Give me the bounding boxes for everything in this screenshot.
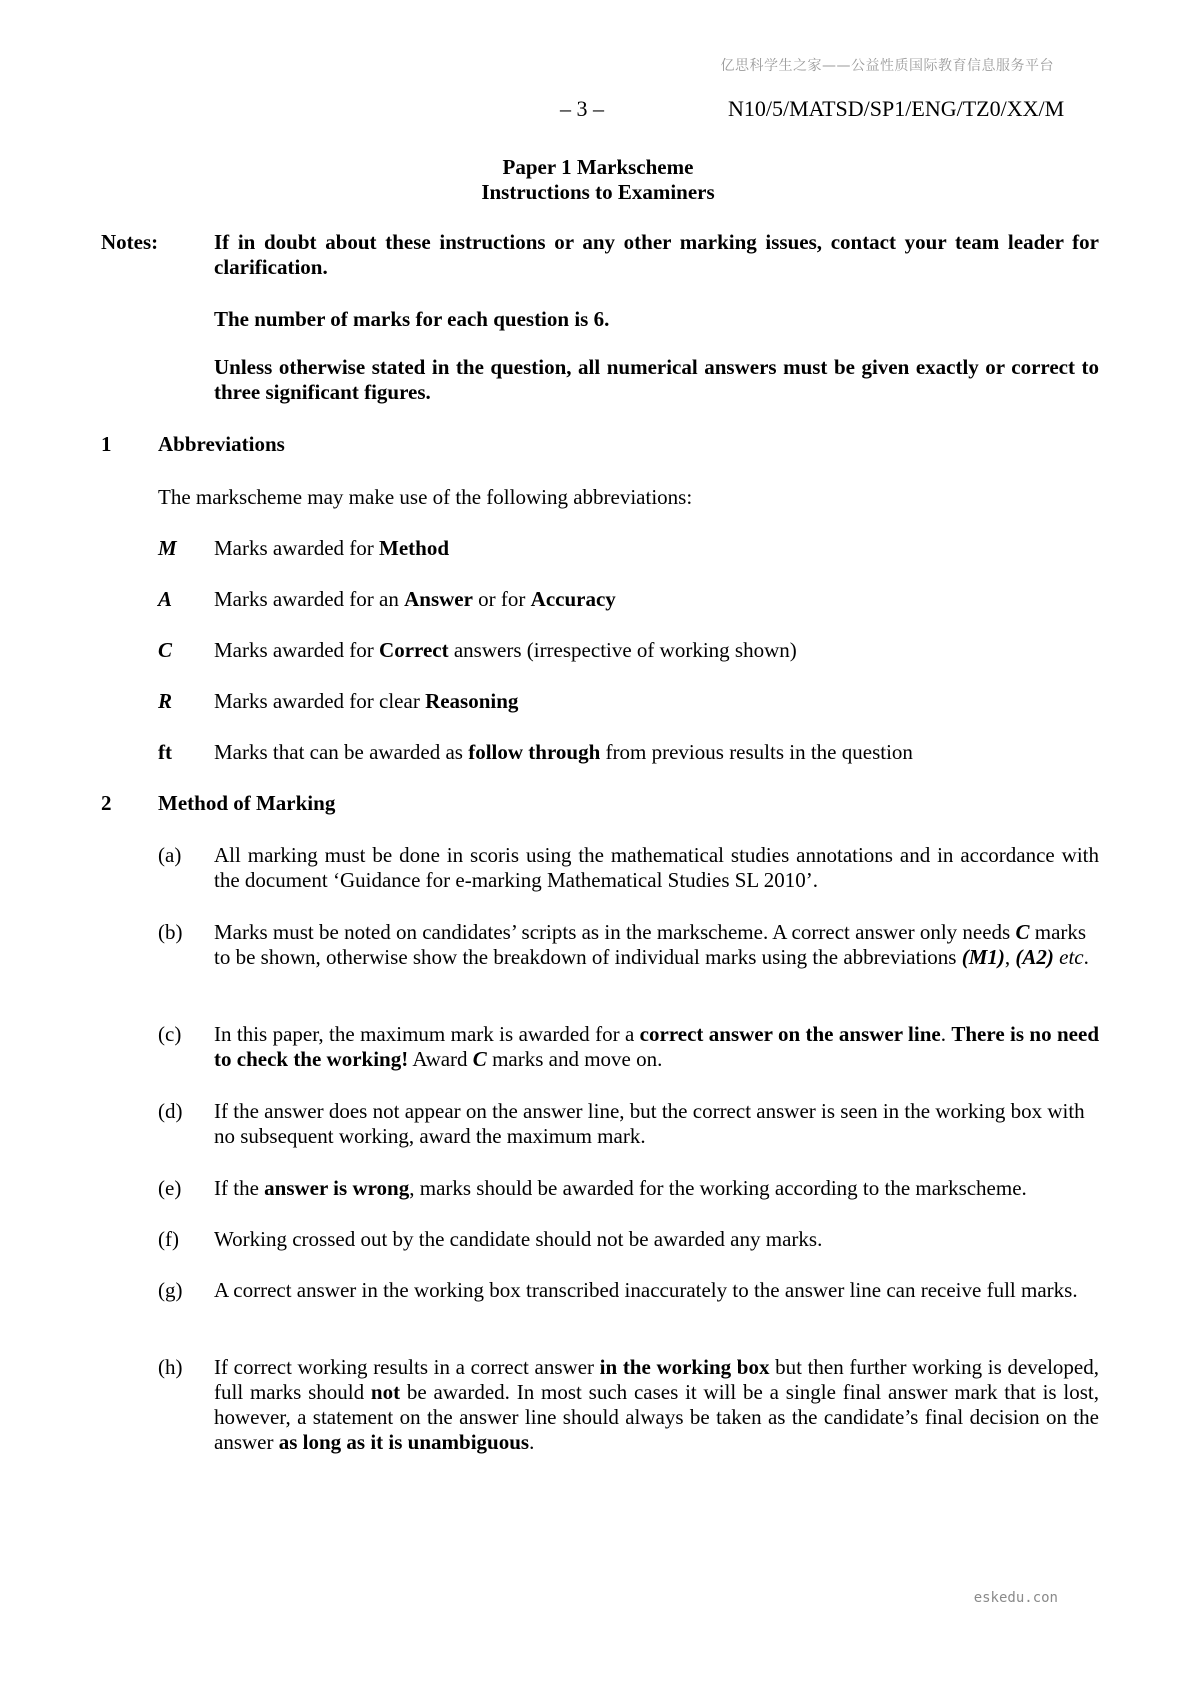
page-title (0, 155, 1191, 205)
section-2-title: Method of Marking (158, 791, 336, 815)
abbr-key-ft: ft (158, 740, 172, 764)
item-f-text: Working crossed out by the candidate should not be awarded any marks. (214, 1227, 823, 1251)
notes-paragraph-2: The number of marks for each question is 6. (214, 307, 610, 331)
item-d-text: If the answer does not appear on the answer line, but the correct answer is seen in the working box with no subsequent working, award the maximum mark. (214, 1099, 1085, 1148)
item-e-label: (e) (158, 1176, 182, 1200)
abbr-desc-a: Marks awarded for an Answer or for Accuracy (214, 587, 616, 611)
item-a-text: All marking must be done in scoris using the mathematical studies annotations and in accordance with the document ‘Guidance for e-marking Mathematical Studies SL 2010’. (214, 843, 1099, 892)
section-1-number: 1 (101, 432, 112, 456)
abbr-key-a: A (158, 587, 173, 611)
abbr-key-r: R (158, 689, 173, 713)
item-b-text: Marks must be noted on candidates’ scripts as in the markscheme. A correct answer only needs C marks to be shown, otherwise show the breakdown of individual marks using the abbreviations (M1), (A2) etc. (214, 920, 1089, 969)
footer-site-text: eskedu.con (973, 1590, 1058, 1606)
notes-paragraph-3: Unless otherwise stated in the question, all numerical answers must be given exactly or correct to three significant figures. (214, 355, 1099, 404)
title-line-2: Instructions to Examiners (481, 180, 715, 204)
item-d-label: (d) (158, 1099, 183, 1123)
title-line-1: Paper 1 Markscheme (502, 155, 694, 179)
abbr-key-c: C (158, 638, 173, 662)
item-f-label: (f) (158, 1227, 179, 1251)
abbr-desc-r: Marks awarded for clear Reasoning (214, 689, 519, 713)
section-1-title: Abbreviations (158, 432, 285, 456)
watermark-text: 亿思科学生之家——公益性质国际教育信息服务平台 (720, 58, 1054, 74)
abbr-desc-m: Marks awarded for Method (214, 536, 450, 560)
abbr-desc-ft: Marks that can be awarded as follow through from previous results in the question (214, 740, 913, 764)
item-h-text: If correct working results in a correct answer in the working box but then further working is developed, full marks should not be awarded. In most such cases it will be a single final answer mark that is lost, however, a statement on the answer line should always be taken as the candidate’s final decision on the answer as long as it is unambiguous. (214, 1355, 1099, 1454)
item-a-label: (a) (158, 843, 182, 867)
item-b-label: (b) (158, 920, 183, 944)
paper-code: N10/5/MATSD/SP1/ENG/TZ0/XX/M (728, 96, 1065, 121)
section-2-number: 2 (101, 791, 112, 815)
abbr-key-m: M (158, 536, 177, 560)
item-g-text: A correct answer in the working box transcribed inaccurately to the answer line can receive full marks. (214, 1278, 1078, 1302)
page-number: – 3 – (560, 96, 604, 121)
abbr-desc-c: Marks awarded for Correct answers (irrespective of working shown) (214, 638, 797, 662)
item-c-label: (c) (158, 1022, 182, 1046)
item-e-text: If the answer is wrong, marks should be awarded for the working according to the markscheme. (214, 1176, 1027, 1200)
notes-paragraph-1: If in doubt about these instructions or any other marking issues, contact your team leader for clarification. (214, 230, 1099, 279)
item-g-label: (g) (158, 1278, 183, 1302)
item-c-text: In this paper, the maximum mark is awarded for a correct answer on the answer line. There is no need to check the working! Award C marks and move on. (214, 1022, 1099, 1071)
notes-label: Notes: (101, 230, 159, 254)
item-h-label: (h) (158, 1355, 183, 1379)
abbreviations-intro: The markscheme may make use of the following abbreviations: (158, 485, 693, 509)
